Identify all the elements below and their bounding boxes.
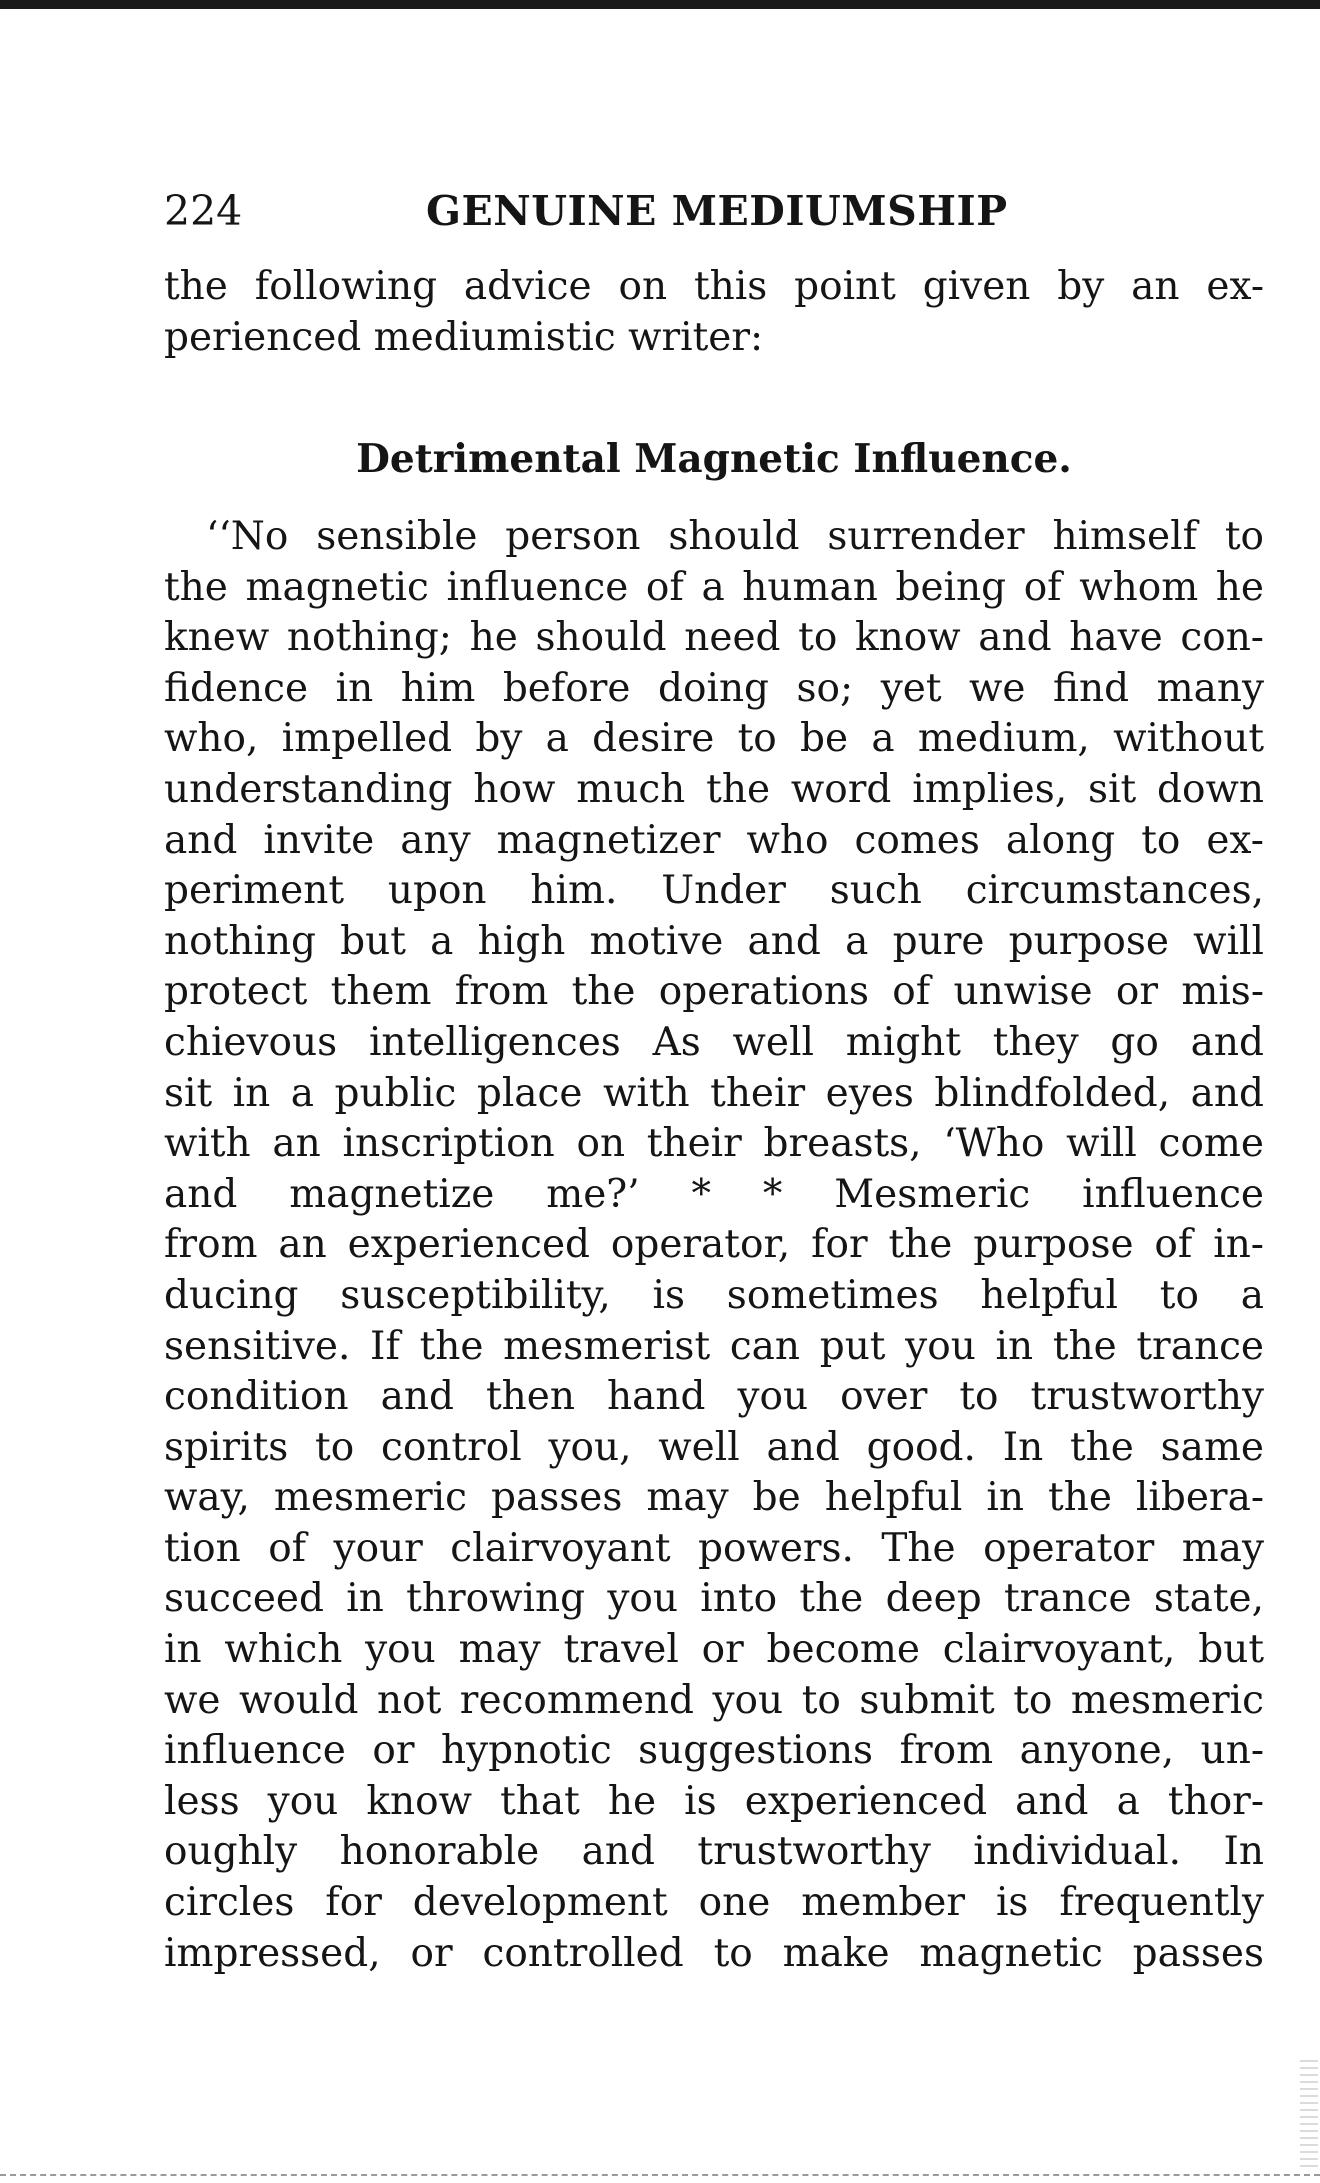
text-line: the following advice on this point given by an ex- [164, 264, 1264, 309]
text-line: nothing but a high motive and a pure purpose will [164, 918, 1264, 964]
text-line: way, mesmeric passes may be helpful in the libera- [164, 1475, 1264, 1521]
page-number: 224 [164, 187, 243, 235]
text-line: circles for development one member is frequently [164, 1880, 1264, 1926]
text-line: knew nothing; he should need to know and have con- [164, 615, 1264, 661]
text-line: influence or hypnotic suggestions from anyone, un- [164, 1728, 1264, 1774]
bottom-scan-edge [0, 2174, 1320, 2176]
text-line: tion of your clairvoyant powers. The operator may [164, 1525, 1264, 1571]
text-line: chievous intelligences As well might they go and [164, 1019, 1264, 1065]
opening-paragraph [164, 262, 1264, 363]
text-line: oughly honorable and trustworthy individual. In [164, 1829, 1264, 1875]
text-line: in which you may travel or become clairvoyant, but [164, 1627, 1264, 1673]
text-line: ‘‘No sensible person should surrender himself to [206, 514, 1264, 559]
section-heading: Detrimental Magnetic Influence. [356, 436, 1072, 482]
text-line: from an experienced operator, for the purpose of in- [164, 1222, 1264, 1268]
quoted-paragraph [164, 512, 1264, 1979]
text-line: perienced mediumistic writer: [164, 314, 764, 360]
text-line: impressed, or controlled to make magnetic passes [164, 1930, 1264, 1976]
text-line: the magnetic influence of a human being of whom he [164, 564, 1264, 610]
text-line: spirits to control you, well and good. In the same [164, 1424, 1264, 1470]
text-line: we would not recommend you to submit to mesmeric [164, 1677, 1264, 1723]
text-line: sensitive. If the mesmerist can put you in the trance [164, 1323, 1264, 1369]
text-line: fidence in him before doing so; yet we find many [164, 665, 1264, 711]
text-line: with an inscription on their breasts, ‘Who will come [164, 1121, 1264, 1167]
text-line: sit in a public place with their eyes blindfolded, and [164, 1070, 1264, 1116]
page-edge-speckle [1300, 2060, 1318, 2170]
page-header [164, 183, 1264, 239]
text-line: condition and then hand you over to trustworthy [164, 1374, 1264, 1420]
text-line: and magnetize me?’ * * Mesmeric influence [164, 1171, 1264, 1217]
text-line: succeed in throwing you into the deep trance state, [164, 1576, 1264, 1622]
running-title: GENUINE MEDIUMSHIP [426, 187, 1008, 235]
top-border-rule [0, 0, 1320, 9]
text-line: and invite any magnetizer who comes along to ex- [164, 817, 1264, 863]
text-line: who, impelled by a desire to be a medium, without [164, 716, 1264, 762]
text-line: protect them from the operations of unwise or mis- [164, 969, 1264, 1015]
text-line: ducing susceptibility, is sometimes helpful to a [164, 1272, 1264, 1318]
text-line: understanding how much the word implies, sit down [164, 766, 1264, 812]
text-line: less you know that he is experienced and a thor- [164, 1778, 1264, 1824]
text-line: periment upon him. Under such circumstances, [164, 868, 1264, 914]
